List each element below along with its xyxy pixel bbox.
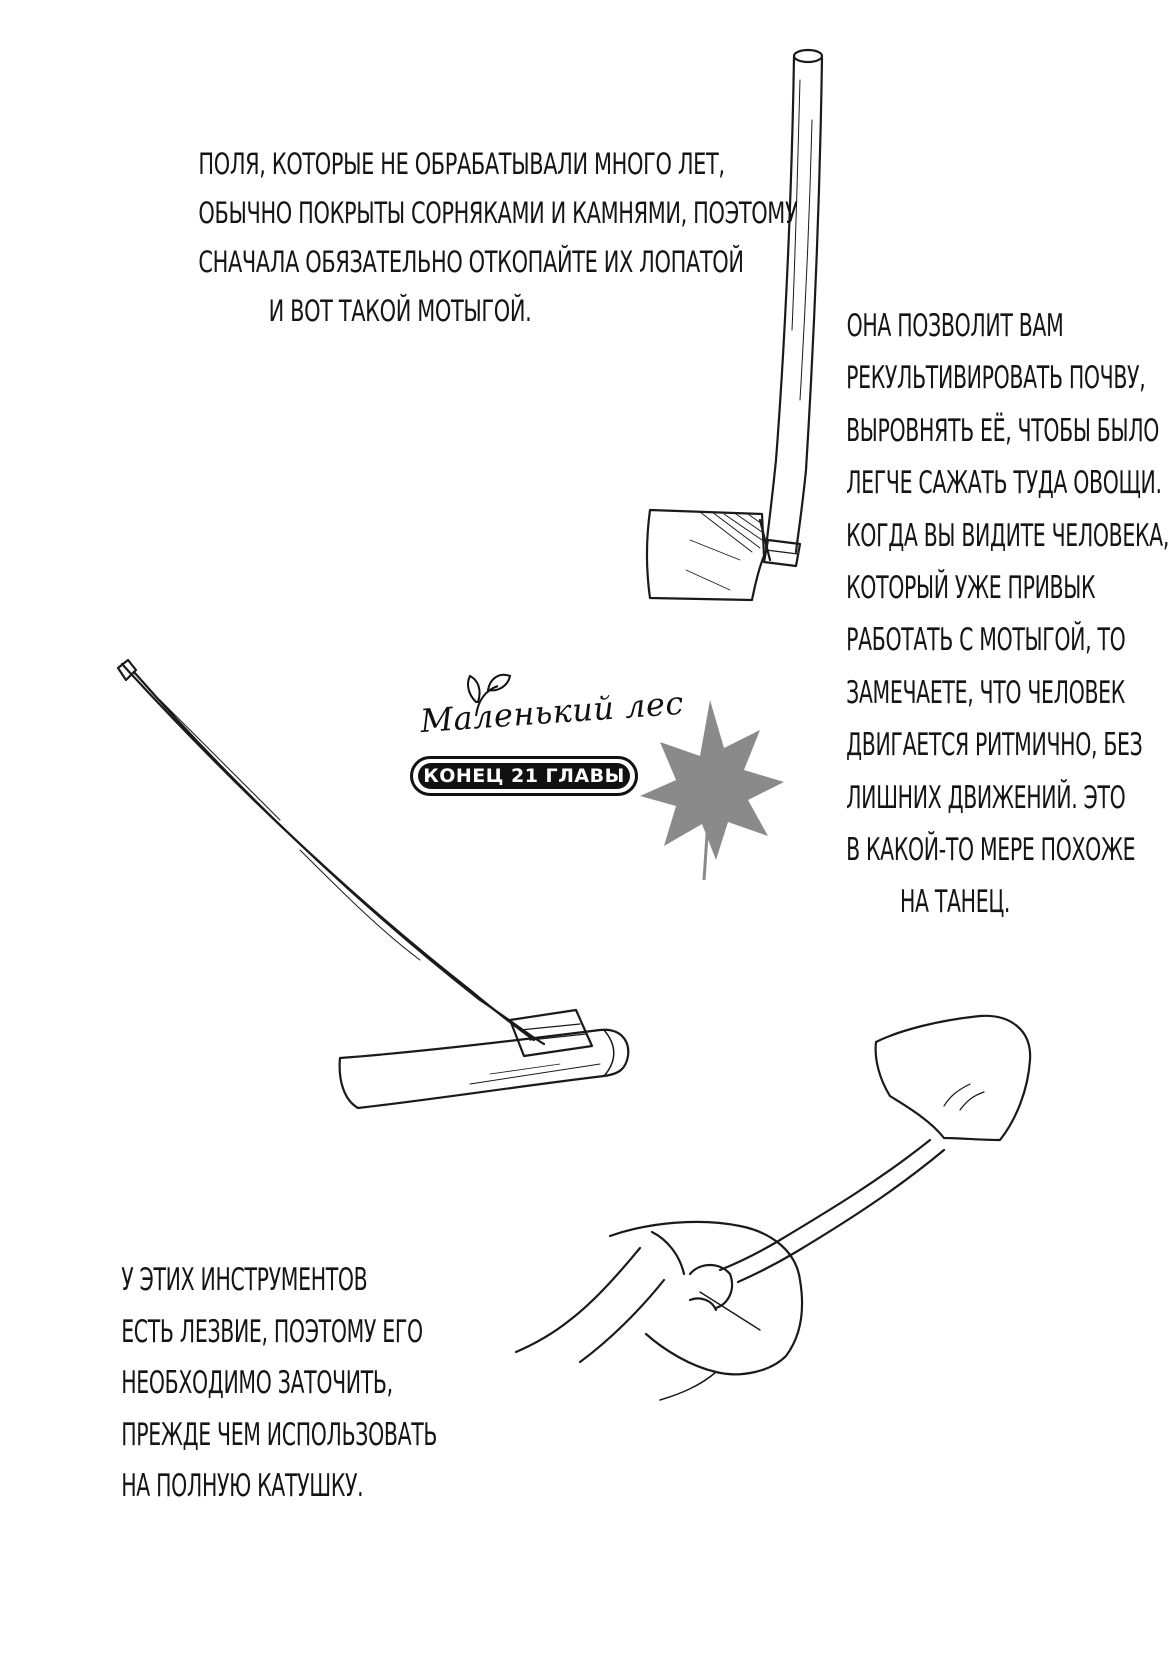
caption-line: ОБЫЧНО ПОКРЫТЫ СОРНЯКАМИ И КАМНЯМИ, ПОЭТОМУ — [198, 196, 798, 230]
shovel-in-hand-icon — [516, 1016, 1030, 1400]
caption-line: ЛЕГЧЕ САЖАТЬ ТУДА ОВОЩИ. — [846, 465, 1162, 502]
caption-line: РЕКУЛЬТИВИРОВАТЬ ПОЧВУ, — [846, 360, 1146, 397]
caption-line: ПОЛЯ, КОТОРЫЕ НЕ ОБРАБАТЫВАЛИ МНОГО ЛЕТ, — [198, 147, 725, 181]
caption-line: ЕСТЬ ЛЕЗВИЕ, ПОЭТОМУ ЕГО — [121, 1313, 423, 1350]
logo-script-title: Маленький лес — [418, 683, 685, 741]
caption-line: НА ПОЛНУЮ КАТУШКУ. — [121, 1468, 364, 1504]
caption-line: ДВИГАЕТСЯ РИТМИЧНО, БЕЗ — [846, 727, 1143, 764]
caption-line: НА ТАНЕЦ. — [899, 884, 1011, 921]
caption-line: У ЭТИХ ИНСТРУМЕНТОВ — [121, 1262, 368, 1298]
caption-line: КОТОРЫЙ УЖЕ ПРИВЫК — [846, 570, 1096, 607]
caption-line: ЛИШНИХ ДВИЖЕНИЙ. ЭТО — [846, 779, 1126, 816]
caption-line: КОГДА ВЫ ВИДИТЕ ЧЕЛОВЕКА, — [846, 517, 1169, 554]
caption-line: РАБОТАТЬ С МОТЫГОЙ, ТО — [846, 622, 1126, 659]
caption-line: В КАКОЙ-ТО МЕРЕ ПОХОЖЕ — [846, 832, 1136, 869]
caption-line: ВЫРОВНЯТЬ ЕЁ, ЧТОБЫ БЫЛО — [846, 412, 1160, 449]
flat-hoe-icon — [647, 50, 822, 600]
caption-line: И ВОТ ТАКОЙ МОТЫГОЙ. — [268, 294, 532, 328]
caption-line: НЕОБХОДИМО ЗАТОЧИТЬ, — [121, 1365, 393, 1401]
chapter-end-badge — [410, 756, 638, 796]
caption-bottom — [121, 1255, 438, 1513]
caption-right — [846, 300, 1169, 929]
caption-line: ПРЕЖДЕ ЧЕМ ИСПОЛЬЗОВАТЬ — [121, 1416, 438, 1453]
chapter-end-badge-text: КОНЕЦ 21 ГЛАВЫ — [418, 763, 630, 789]
caption-line: СНАЧАЛА ОБЯЗАТЕЛЬНО ОТКОПАЙТЕ ИХ ЛОПАТОЙ — [198, 245, 744, 279]
caption-top — [198, 140, 798, 336]
caption-line: ЗАМЕЧАЕТЕ, ЧТО ЧЕЛОВЕК — [846, 674, 1125, 711]
caption-line: ОНА ПОЗВОЛИТ ВАМ — [846, 308, 1064, 344]
chapter-end-logo — [410, 685, 750, 835]
